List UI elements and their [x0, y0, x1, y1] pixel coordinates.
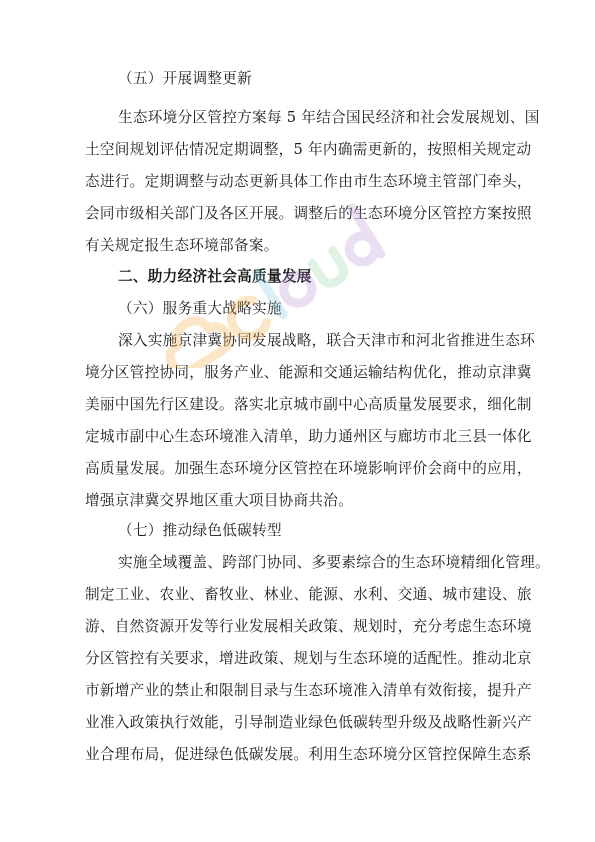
paragraph-line: 定城市副中心生态环境准入清单，助力通州区与廊坊市北三县一体化	[85, 428, 532, 445]
paragraph-line: 高质量发展。加强生态环境分区管控在环境影响评价会商中的应用，	[85, 460, 532, 477]
paragraph-line: 实施全域覆盖、跨部门协同、多要素综合的生态环境精细化管理。	[118, 554, 550, 571]
paragraph-line: 态进行。定期调整与动态更新具体工作由市生态环境主管部门牵头，	[85, 173, 532, 190]
section-7-heading: （七）推动绿色低碳转型	[118, 522, 282, 539]
paragraph-line: 有关规定报生态环境部备案。	[85, 237, 279, 254]
paragraph-line: 业合理布局，促进绿色低碳发展。利用生态环境分区管控保障生态系	[85, 746, 532, 763]
paragraph-line: 土空间规划评估情况定期调整，5 年内确需更新的，按照相关规定动	[85, 141, 532, 158]
paragraph-line: 业准入政策执行效能，引导制造业绿色低碳转型升级及战略性新兴产	[85, 714, 532, 731]
section-6-heading: （六）服务重大战略实施	[118, 300, 282, 317]
paragraph-line: 会同市级相关部门及各区开展。调整后的生态环境分区管控方案按照	[85, 205, 532, 222]
paragraph-line: 游、自然资源开发等行业发展相关政策、规划时，充分考虑生态环境	[85, 618, 532, 635]
paragraph-line: 境分区管控协同，服务产业、能源和交通运输结构优化，推动京津冀	[85, 364, 532, 381]
paragraph-line: 市新增产业的禁止和限制目录与生态环境准入清单有效衔接，提升产	[85, 682, 532, 699]
paragraph-line: 分区管控有关要求，增进政策、规划与生态环境的适配性。推动北京	[85, 650, 532, 667]
section-5-heading: （五）开展调整更新	[118, 70, 253, 87]
part-2-heading: 二、助力经济社会高质量发展	[118, 268, 312, 285]
paragraph-line: 美丽中国先行区建设。落实北京城市副中心高质量发展要求，细化制	[85, 396, 532, 413]
paragraph-line: 制定工业、农业、畜牧业、林业、能源、水利、交通、城市建设、旅	[85, 586, 532, 603]
paragraph-line: 生态环境分区管控方案每 5 年结合国民经济和社会发展规划、国	[118, 109, 540, 126]
paragraph-line: 深入实施京津冀协同发展战略，联合天津市和河北省推进生态环	[118, 332, 536, 349]
paragraph-line: 增强京津冀交界地区重大项目协商共治。	[85, 492, 354, 509]
